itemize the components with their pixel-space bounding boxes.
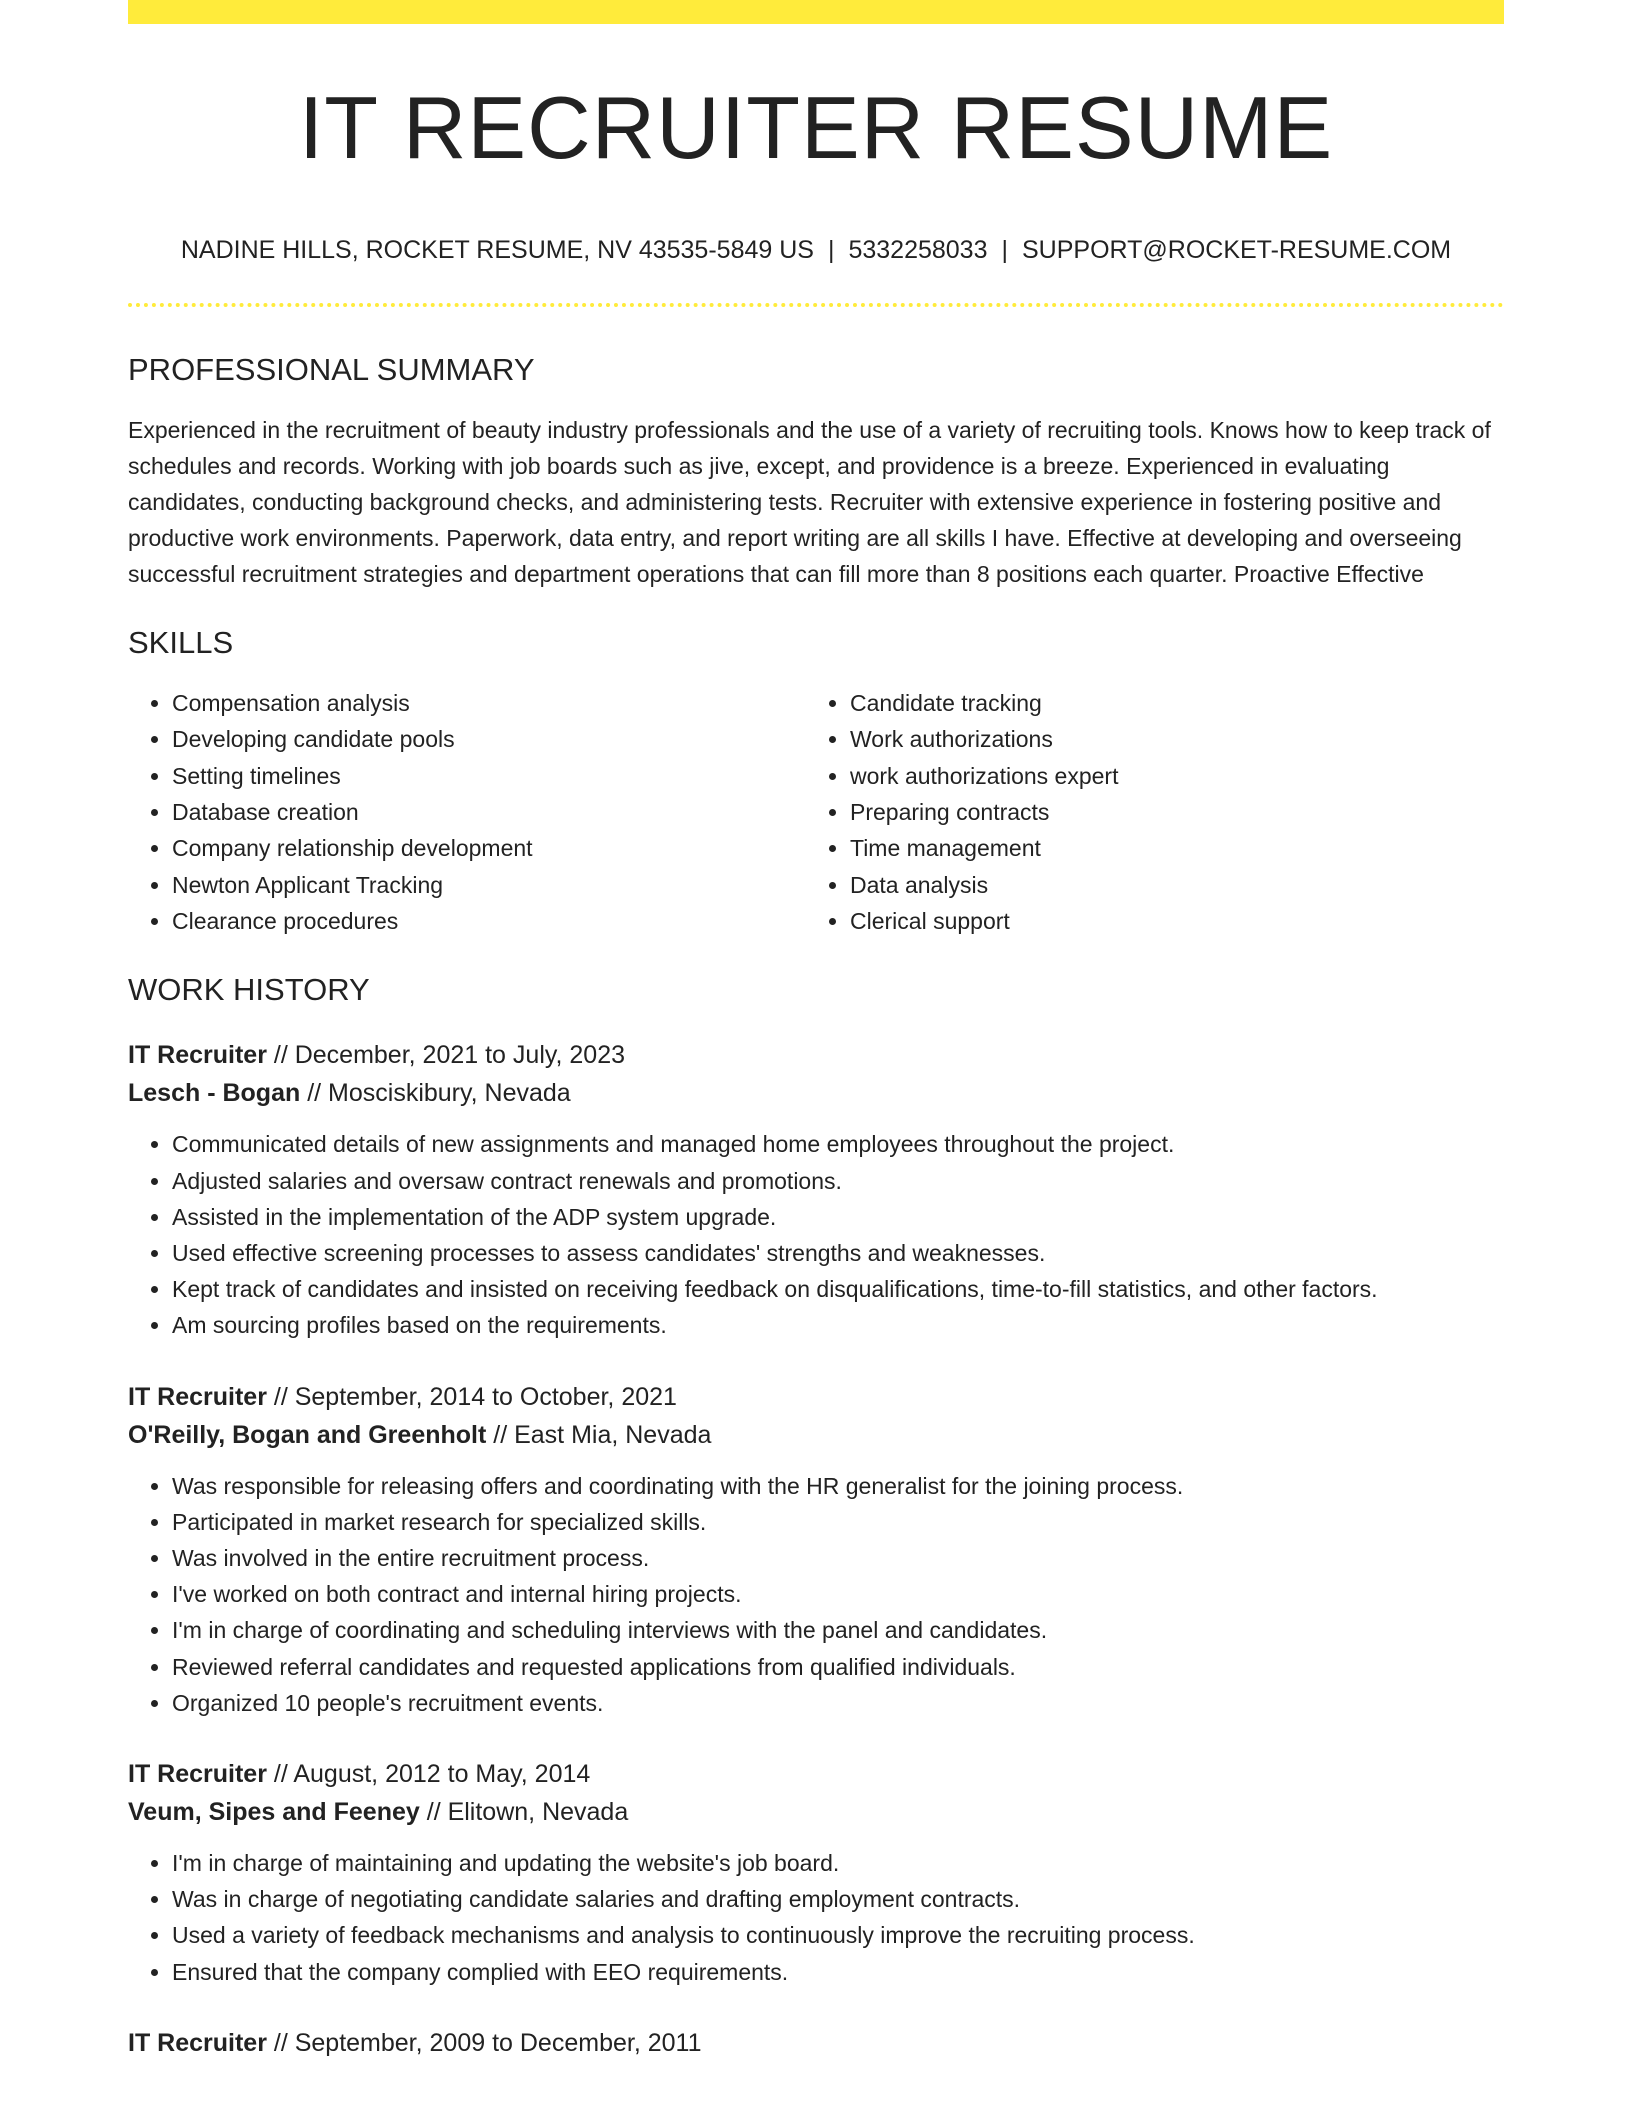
summary-text: Experienced in the recruitment of beauty industry professionals and the use of a variety of recruiting tools. Knows how to keep track of schedules and records. Working with job boards such as jive, except, and providence is a breeze. Experienced in evaluating candidates, conducting background checks, and administering tests. Recruiter with extensive experience in fostering positive and productive work environments. Paperwork, data entry, and report writing are all skills I have. Effective at developing and overseeing successful recruitment strategies and department operations that can fill more than 8 positions each quarter. Proactive Effective bbox=[128, 416, 1491, 587]
contact-address: NADINE HILLS, ROCKET RESUME, NV 43535-5849 US bbox=[180, 235, 814, 264]
contact-line bbox=[128, 235, 1504, 265]
skill-item: • Work authorizations bbox=[850, 721, 1504, 757]
job-title: IT Recruiter bbox=[128, 1760, 267, 1789]
skills-heading: SKILLS bbox=[128, 624, 234, 660]
job-bullet: • I'm in charge of coordinating and scheduling interviews with the panel and candidates. bbox=[172, 1612, 1504, 1648]
job-title-line bbox=[128, 1755, 1504, 1793]
job-company-line bbox=[128, 1074, 1504, 1112]
job-location: // Mosciskibury, Nevada bbox=[300, 1079, 571, 1108]
skill-item: • Developing candidate pools bbox=[172, 721, 806, 757]
job-title: IT Recruiter bbox=[128, 1382, 267, 1411]
job-entry bbox=[128, 1036, 1504, 1343]
contact-separator: | bbox=[1001, 235, 1008, 264]
job-dates: // September, 2014 to October, 2021 bbox=[266, 1382, 677, 1411]
job-bullet: • Used effective screening processes to assess candidates' strengths and weaknesses. bbox=[172, 1235, 1504, 1271]
job-entry bbox=[128, 1755, 1504, 1990]
skill-item: • Database creation bbox=[172, 794, 806, 830]
job-bullet: • Assisted in the implementation of the ADP system upgrade. bbox=[172, 1199, 1504, 1235]
job-title-line bbox=[128, 1378, 1504, 1416]
skill-item: • Candidate tracking bbox=[850, 685, 1504, 721]
skills-column-right bbox=[806, 685, 1504, 939]
summary-heading: PROFESSIONAL SUMMARY bbox=[128, 351, 535, 387]
job-bullet: • Was involved in the entire recruitment process. bbox=[172, 1540, 1504, 1576]
skill-item: • work authorizations expert bbox=[850, 758, 1504, 794]
job-title-line bbox=[128, 1036, 1504, 1074]
job-bullet: • Was responsible for releasing offers and coordinating with the HR generalist for the joining process. bbox=[172, 1468, 1504, 1504]
job-entry bbox=[128, 2024, 1504, 2062]
job-company: O'Reilly, Bogan and Greenholt bbox=[128, 1420, 487, 1449]
job-bullets bbox=[128, 1126, 1504, 1343]
job-bullet: • I've worked on both contract and internal hiring projects. bbox=[172, 1576, 1504, 1612]
contact-email: SUPPORT@ROCKET-RESUME.COM bbox=[1022, 235, 1452, 264]
skill-item: • Company relationship development bbox=[172, 830, 806, 866]
resume-title: IT RECRUITER RESUME bbox=[298, 78, 1334, 177]
job-bullets bbox=[128, 1845, 1504, 1990]
job-title: IT Recruiter bbox=[128, 2028, 267, 2057]
job-company: Lesch - Bogan bbox=[128, 1079, 301, 1108]
job-bullet: • Ensured that the company complied with EEO requirements. bbox=[172, 1954, 1504, 1990]
skill-item: • Clerical support bbox=[850, 903, 1504, 939]
job-entry bbox=[128, 1378, 1504, 1721]
job-bullet: • Used a variety of feedback mechanisms and analysis to continuously improve the recruiting process. bbox=[172, 1917, 1504, 1953]
skill-item: • Time management bbox=[850, 830, 1504, 866]
job-dates: // September, 2009 to December, 2011 bbox=[266, 2028, 702, 2057]
skills-list bbox=[128, 685, 1504, 939]
job-company: Veum, Sipes and Feeney bbox=[128, 1798, 420, 1827]
skill-item: • Preparing contracts bbox=[850, 794, 1504, 830]
job-bullet: • Communicated details of new assignments and managed home employees throughout the project. bbox=[172, 1126, 1504, 1162]
skill-item: • Data analysis bbox=[850, 867, 1504, 903]
job-title: IT Recruiter bbox=[128, 1041, 267, 1070]
work-history-heading: WORK HISTORY bbox=[128, 972, 370, 1008]
job-bullet: • Organized 10 people's recruitment events. bbox=[172, 1685, 1504, 1721]
skill-item: • Clearance procedures bbox=[172, 903, 806, 939]
job-bullet: • Adjusted salaries and oversaw contract renewals and promotions. bbox=[172, 1163, 1504, 1199]
job-dates: // August, 2012 to May, 2014 bbox=[266, 1760, 591, 1789]
job-bullet: • Reviewed referral candidates and requested applications from qualified individuals. bbox=[172, 1649, 1504, 1685]
job-location: // East Mia, Nevada bbox=[486, 1420, 712, 1449]
job-bullet: • Am sourcing profiles based on the requirements. bbox=[172, 1307, 1504, 1343]
accent-bar bbox=[128, 0, 1504, 24]
skill-item: • Compensation analysis bbox=[172, 685, 806, 721]
skill-item: • Newton Applicant Tracking bbox=[172, 867, 806, 903]
resume-page bbox=[128, 0, 1504, 2062]
job-title-line bbox=[128, 2024, 1504, 2062]
contact-phone: 5332258033 bbox=[848, 235, 988, 264]
job-bullet: • Participated in market research for specialized skills. bbox=[172, 1504, 1504, 1540]
job-bullet: • I'm in charge of maintaining and updating the website's job board. bbox=[172, 1845, 1504, 1881]
job-dates: // December, 2021 to July, 2023 bbox=[266, 1041, 626, 1070]
job-bullet: • Kept track of candidates and insisted on receiving feedback on disqualifications, time-to-fill statistics, and other factors. bbox=[172, 1271, 1504, 1307]
contact-separator: | bbox=[827, 235, 835, 264]
job-location: // Elitown, Nevada bbox=[419, 1798, 629, 1827]
job-company-line bbox=[128, 1416, 1504, 1454]
dotted-divider bbox=[128, 303, 1504, 307]
job-bullet: • Was in charge of negotiating candidate salaries and drafting employment contracts. bbox=[172, 1881, 1504, 1917]
skills-column-left bbox=[128, 685, 806, 939]
skill-item: • Setting timelines bbox=[172, 758, 806, 794]
job-bullets bbox=[128, 1468, 1504, 1721]
job-company-line bbox=[128, 1793, 1504, 1831]
